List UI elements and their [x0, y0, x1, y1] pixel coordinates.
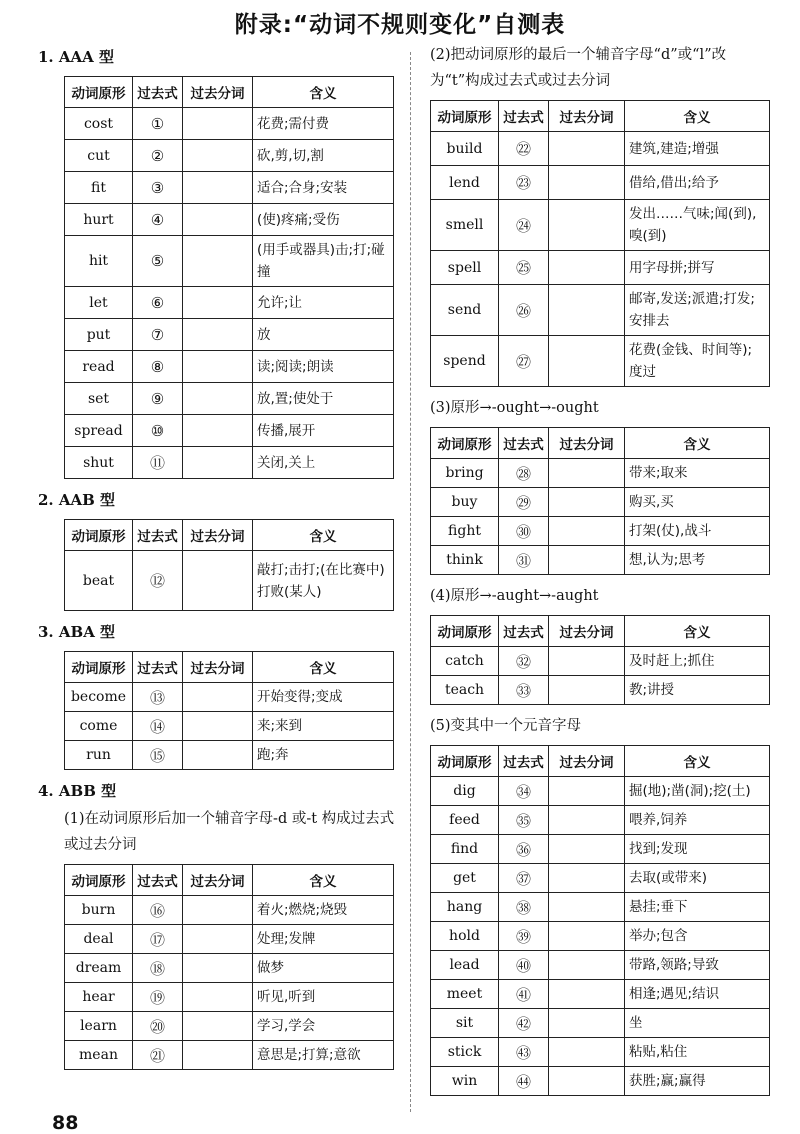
- base-form-cell: come: [65, 712, 133, 741]
- past-tense-blank[interactable]: ⑬: [133, 683, 183, 712]
- past-participle-blank[interactable]: [183, 172, 253, 204]
- table-row: [431, 546, 770, 575]
- meaning-cell: 听见,听到: [253, 983, 394, 1012]
- base-form-cell: beat: [65, 551, 133, 611]
- base-form-cell: spell: [431, 251, 499, 285]
- past-participle-blank[interactable]: [183, 1012, 253, 1041]
- meaning-cell: 去取(或带来): [625, 864, 770, 893]
- meaning-cell: 学习,学会: [253, 1012, 394, 1041]
- table-row: [431, 922, 770, 951]
- table-row: [65, 925, 394, 954]
- past-participle-blank[interactable]: [183, 204, 253, 236]
- past-tense-blank[interactable]: ⑫: [133, 551, 183, 611]
- base-form-cell: buy: [431, 488, 499, 517]
- base-form-cell: cut: [65, 140, 133, 172]
- table-row: [431, 200, 770, 251]
- past-tense-blank[interactable]: ⑧: [133, 351, 183, 383]
- past-tense-blank[interactable]: ㊱: [499, 835, 549, 864]
- past-participle-blank[interactable]: [183, 319, 253, 351]
- past-tense-blank[interactable]: ㉔: [499, 200, 549, 251]
- meaning-cell: 意思是;打算;意欲: [253, 1041, 394, 1070]
- past-participle-blank[interactable]: [549, 488, 625, 517]
- meaning-cell: 砍,剪,切,割: [253, 140, 394, 172]
- past-tense-blank[interactable]: ⑰: [133, 925, 183, 954]
- base-form-cell: spread: [65, 415, 133, 447]
- header-base-form: 动词原形: [431, 746, 499, 777]
- past-participle-blank[interactable]: [549, 336, 625, 387]
- past-tense-blank[interactable]: ㉖: [499, 285, 549, 336]
- past-participle-blank[interactable]: [183, 447, 253, 479]
- past-participle-blank[interactable]: [183, 140, 253, 172]
- base-form-cell: lend: [431, 166, 499, 200]
- meaning-cell: 粘贴,粘住: [625, 1038, 770, 1067]
- past-participle-blank[interactable]: [549, 922, 625, 951]
- meaning-cell: 着火;燃烧;烧毁: [253, 896, 394, 925]
- header-past-participle: 过去分词: [183, 652, 253, 683]
- meaning-cell: 处理;发牌: [253, 925, 394, 954]
- table-row: [431, 951, 770, 980]
- past-tense-blank[interactable]: ⑥: [133, 287, 183, 319]
- table-row: [431, 647, 770, 676]
- table-header-row: [431, 616, 770, 647]
- past-participle-blank[interactable]: [549, 1038, 625, 1067]
- header-meaning: 含义: [253, 520, 394, 551]
- table-row: [65, 896, 394, 925]
- meaning-cell: 借给,借出;给予: [625, 166, 770, 200]
- meaning-cell: (用手或器具)击;打;碰撞: [253, 236, 394, 287]
- header-meaning: 含义: [253, 865, 394, 896]
- table-row: [431, 517, 770, 546]
- past-tense-blank[interactable]: ㉒: [499, 132, 549, 166]
- table-row: [431, 835, 770, 864]
- table-row: [431, 166, 770, 200]
- table-row: [431, 893, 770, 922]
- meaning-cell: 花费(金钱、时间等);度过: [625, 336, 770, 387]
- past-participle-blank[interactable]: [183, 741, 253, 770]
- meaning-cell: 关闭,关上: [253, 447, 394, 479]
- past-tense-blank[interactable]: ⑱: [133, 954, 183, 983]
- past-participle-blank[interactable]: [549, 285, 625, 336]
- past-tense-blank[interactable]: ⑮: [133, 741, 183, 770]
- past-tense-blank[interactable]: ②: [133, 140, 183, 172]
- header-past-participle: 过去分词: [549, 428, 625, 459]
- table-row: [431, 1067, 770, 1096]
- meaning-cell: 掘(地);凿(洞);挖(土): [625, 777, 770, 806]
- meaning-cell: 悬挂;垂下: [625, 893, 770, 922]
- meaning-cell: 读;阅读;朗读: [253, 351, 394, 383]
- table-header-row: [65, 652, 394, 683]
- past-tense-blank[interactable]: ⑭: [133, 712, 183, 741]
- past-participle-blank[interactable]: [549, 251, 625, 285]
- meaning-cell: 邮寄,发送;派遣;打发;安排去: [625, 285, 770, 336]
- past-participle-blank[interactable]: [183, 712, 253, 741]
- subsection-heading-abb-4: (4)原形→-aught→-aught: [430, 588, 599, 604]
- past-participle-blank[interactable]: [183, 287, 253, 319]
- table-row: [65, 351, 394, 383]
- meaning-cell: 打架(仗),战斗: [625, 517, 770, 546]
- past-participle-blank[interactable]: [549, 647, 625, 676]
- past-tense-blank[interactable]: ㉚: [499, 517, 549, 546]
- header-past-participle: 过去分词: [549, 101, 625, 132]
- meaning-cell: 带路,领路;导致: [625, 951, 770, 980]
- table-row: [65, 741, 394, 770]
- base-form-cell: catch: [431, 647, 499, 676]
- base-form-cell: hear: [65, 983, 133, 1012]
- base-form-cell: dig: [431, 777, 499, 806]
- table-aba: [64, 651, 394, 770]
- past-tense-blank[interactable]: ㊶: [499, 980, 549, 1009]
- past-participle-blank[interactable]: [183, 236, 253, 287]
- meaning-cell: 及时赶上;抓住: [625, 647, 770, 676]
- base-form-cell: dream: [65, 954, 133, 983]
- table-row: [431, 1009, 770, 1038]
- header-past-tense: 过去式: [499, 746, 549, 777]
- past-tense-blank[interactable]: ④: [133, 204, 183, 236]
- subsection-heading-abb-1: (1)在动词原形后加一个辅音字母-d 或-t 构成过去式或过去分词: [64, 811, 395, 853]
- past-participle-blank[interactable]: [183, 925, 253, 954]
- table-row: [65, 954, 394, 983]
- table-header-row: [65, 865, 394, 896]
- table-row: [65, 204, 394, 236]
- base-form-cell: get: [431, 864, 499, 893]
- meaning-cell: 发出……气味;闻(到),嗅(到): [625, 200, 770, 251]
- base-form-cell: smell: [431, 200, 499, 251]
- page-number: 88: [52, 1112, 79, 1134]
- past-tense-blank[interactable]: ㊸: [499, 1038, 549, 1067]
- header-base-form: 动词原形: [65, 520, 133, 551]
- table-row: [431, 251, 770, 285]
- table-row: [65, 712, 394, 741]
- base-form-cell: teach: [431, 676, 499, 705]
- table-header-row: [65, 77, 394, 108]
- header-meaning: 含义: [625, 746, 770, 777]
- past-participle-blank[interactable]: [549, 1067, 625, 1096]
- column-divider: [410, 52, 411, 1112]
- header-past-participle: 过去分词: [549, 616, 625, 647]
- base-form-cell: fit: [65, 172, 133, 204]
- table-row: [431, 285, 770, 336]
- table-row: [65, 1041, 394, 1070]
- header-past-participle: 过去分词: [183, 865, 253, 896]
- past-participle-blank[interactable]: [549, 893, 625, 922]
- table-row: [431, 676, 770, 705]
- past-tense-blank[interactable]: ⑩: [133, 415, 183, 447]
- past-tense-blank[interactable]: ⑯: [133, 896, 183, 925]
- header-base-form: 动词原形: [431, 428, 499, 459]
- header-past-tense: 过去式: [133, 520, 183, 551]
- past-tense-blank[interactable]: ⑦: [133, 319, 183, 351]
- table-abb-5: [430, 745, 770, 1096]
- past-participle-blank[interactable]: [183, 983, 253, 1012]
- table-row: [65, 319, 394, 351]
- base-form-cell: hang: [431, 893, 499, 922]
- past-tense-blank[interactable]: ⑨: [133, 383, 183, 415]
- table-row: [431, 777, 770, 806]
- meaning-cell: 用字母拼;拼写: [625, 251, 770, 285]
- base-form-cell: run: [65, 741, 133, 770]
- meaning-cell: 举办;包含: [625, 922, 770, 951]
- header-past-participle: 过去分词: [183, 520, 253, 551]
- meaning-cell: 带来;取来: [625, 459, 770, 488]
- base-form-cell: become: [65, 683, 133, 712]
- table-row: [65, 983, 394, 1012]
- subsection-heading-abb-2: (2)把动词原形的最后一个辅音字母“d”或“l”改为“t”构成过去式或过去分词: [430, 47, 727, 89]
- header-past-tense: 过去式: [499, 616, 549, 647]
- meaning-cell: 开始变得;变成: [253, 683, 394, 712]
- past-tense-blank[interactable]: ㊷: [499, 1009, 549, 1038]
- past-participle-blank[interactable]: [549, 166, 625, 200]
- past-tense-blank[interactable]: ㉜: [499, 647, 549, 676]
- base-form-cell: stick: [431, 1038, 499, 1067]
- table-abb-1: [64, 864, 394, 1070]
- base-form-cell: hurt: [65, 204, 133, 236]
- base-form-cell: burn: [65, 896, 133, 925]
- base-form-cell: build: [431, 132, 499, 166]
- table-row: [65, 287, 394, 319]
- base-form-cell: meet: [431, 980, 499, 1009]
- past-participle-blank[interactable]: [549, 980, 625, 1009]
- meaning-cell: 获胜;赢;赢得: [625, 1067, 770, 1096]
- past-tense-blank[interactable]: ㊹: [499, 1067, 549, 1096]
- base-form-cell: lead: [431, 951, 499, 980]
- subsection-heading-abb-5: (5)变其中一个元音字母: [430, 718, 582, 734]
- header-meaning: 含义: [625, 616, 770, 647]
- base-form-cell: deal: [65, 925, 133, 954]
- base-form-cell: win: [431, 1067, 499, 1096]
- section-heading-abb: 4. ABB 型: [38, 782, 117, 800]
- right-column: [430, 40, 775, 1104]
- base-form-cell: bring: [431, 459, 499, 488]
- header-base-form: 动词原形: [65, 77, 133, 108]
- past-tense-blank[interactable]: ③: [133, 172, 183, 204]
- base-form-cell: find: [431, 835, 499, 864]
- header-meaning: 含义: [253, 77, 394, 108]
- base-form-cell: hit: [65, 236, 133, 287]
- past-participle-blank[interactable]: [549, 835, 625, 864]
- meaning-cell: 建筑,建造;增强: [625, 132, 770, 166]
- header-meaning: 含义: [625, 101, 770, 132]
- meaning-cell: 花费;需付费: [253, 108, 394, 140]
- meaning-cell: 传播,展开: [253, 415, 394, 447]
- base-form-cell: put: [65, 319, 133, 351]
- header-base-form: 动词原形: [65, 652, 133, 683]
- header-past-tense: 过去式: [499, 101, 549, 132]
- past-tense-blank[interactable]: ㉘: [499, 459, 549, 488]
- table-aab: [64, 519, 394, 611]
- base-form-cell: read: [65, 351, 133, 383]
- past-participle-blank[interactable]: [183, 683, 253, 712]
- past-participle-blank[interactable]: [549, 1009, 625, 1038]
- past-tense-blank[interactable]: ㉕: [499, 251, 549, 285]
- base-form-cell: shut: [65, 447, 133, 479]
- header-past-tense: 过去式: [133, 652, 183, 683]
- page-title: 附录:“动词不规则变化”自测表: [234, 12, 566, 38]
- meaning-cell: 教;讲授: [625, 676, 770, 705]
- past-participle-blank[interactable]: [549, 676, 625, 705]
- table-abb-3: [430, 427, 770, 575]
- past-tense-blank[interactable]: ㊲: [499, 864, 549, 893]
- base-form-cell: send: [431, 285, 499, 336]
- section-heading-aaa: 1. AAA 型: [38, 48, 115, 66]
- past-tense-blank[interactable]: ㊴: [499, 922, 549, 951]
- past-participle-blank[interactable]: [183, 108, 253, 140]
- past-participle-blank[interactable]: [549, 951, 625, 980]
- meaning-cell: 放,置;使处于: [253, 383, 394, 415]
- past-participle-blank[interactable]: [549, 806, 625, 835]
- meaning-cell: 跑;奔: [253, 741, 394, 770]
- meaning-cell: 购买,买: [625, 488, 770, 517]
- table-row: [65, 447, 394, 479]
- meaning-cell: 适合;合身;安装: [253, 172, 394, 204]
- table-row: [65, 236, 394, 287]
- past-tense-blank[interactable]: ㊳: [499, 893, 549, 922]
- past-participle-blank[interactable]: [549, 132, 625, 166]
- past-tense-blank[interactable]: ㉞: [499, 777, 549, 806]
- table-row: [431, 980, 770, 1009]
- header-past-tense: 过去式: [133, 77, 183, 108]
- past-tense-blank[interactable]: ⑪: [133, 447, 183, 479]
- table-row: [65, 1012, 394, 1041]
- table-aaa: [64, 76, 394, 479]
- past-tense-blank[interactable]: ㊵: [499, 951, 549, 980]
- past-tense-blank[interactable]: ㉛: [499, 546, 549, 575]
- table-row: [431, 132, 770, 166]
- meaning-cell: 想,认为;思考: [625, 546, 770, 575]
- base-form-cell: set: [65, 383, 133, 415]
- past-participle-blank[interactable]: [549, 459, 625, 488]
- meaning-cell: 做梦: [253, 954, 394, 983]
- table-row: [65, 172, 394, 204]
- table-row: [431, 806, 770, 835]
- past-tense-blank[interactable]: ㉑: [133, 1041, 183, 1070]
- past-tense-blank[interactable]: ⑳: [133, 1012, 183, 1041]
- past-participle-blank[interactable]: [183, 954, 253, 983]
- table-abb-4: [430, 615, 770, 705]
- meaning-cell: 允许;让: [253, 287, 394, 319]
- header-past-participle: 过去分词: [183, 77, 253, 108]
- table-row: [431, 459, 770, 488]
- table-row: [65, 383, 394, 415]
- header-base-form: 动词原形: [431, 616, 499, 647]
- table-header-row: [431, 428, 770, 459]
- meaning-cell: 放: [253, 319, 394, 351]
- meaning-cell: 相逢;遇见;结识: [625, 980, 770, 1009]
- past-tense-blank[interactable]: ㉗: [499, 336, 549, 387]
- past-tense-blank[interactable]: ①: [133, 108, 183, 140]
- table-row: [431, 864, 770, 893]
- table-abb-2: [430, 100, 770, 387]
- base-form-cell: mean: [65, 1041, 133, 1070]
- section-heading-aba: 3. ABA 型: [38, 623, 116, 641]
- table-row: [431, 488, 770, 517]
- header-meaning: 含义: [625, 428, 770, 459]
- header-base-form: 动词原形: [431, 101, 499, 132]
- past-participle-blank[interactable]: [549, 546, 625, 575]
- meaning-cell: 敲打;击打;(在比赛中)打败(某人): [253, 551, 394, 611]
- base-form-cell: let: [65, 287, 133, 319]
- base-form-cell: spend: [431, 336, 499, 387]
- header-past-participle: 过去分词: [549, 746, 625, 777]
- past-tense-blank[interactable]: ⑲: [133, 983, 183, 1012]
- table-row: [431, 1038, 770, 1067]
- past-participle-blank[interactable]: [549, 864, 625, 893]
- base-form-cell: cost: [65, 108, 133, 140]
- header-past-tense: 过去式: [133, 865, 183, 896]
- meaning-cell: 来;来到: [253, 712, 394, 741]
- table-row: [65, 415, 394, 447]
- section-heading-aab: 2. AAB 型: [38, 491, 116, 509]
- base-form-cell: fight: [431, 517, 499, 546]
- past-participle-blank[interactable]: [183, 1041, 253, 1070]
- past-participle-blank[interactable]: [549, 200, 625, 251]
- table-row: [431, 336, 770, 387]
- table-header-row: [65, 520, 394, 551]
- meaning-cell: 坐: [625, 1009, 770, 1038]
- meaning-cell: 喂养,饲养: [625, 806, 770, 835]
- past-participle-blank[interactable]: [183, 351, 253, 383]
- past-participle-blank[interactable]: [183, 551, 253, 611]
- base-form-cell: feed: [431, 806, 499, 835]
- past-tense-blank[interactable]: ㉙: [499, 488, 549, 517]
- past-participle-blank[interactable]: [183, 383, 253, 415]
- past-tense-blank[interactable]: ㉝: [499, 676, 549, 705]
- table-row: [65, 140, 394, 172]
- header-meaning: 含义: [253, 652, 394, 683]
- table-header-row: [431, 746, 770, 777]
- header-base-form: 动词原形: [65, 865, 133, 896]
- meaning-cell: (使)疼痛;受伤: [253, 204, 394, 236]
- past-tense-blank[interactable]: ⑤: [133, 236, 183, 287]
- past-participle-blank[interactable]: [549, 517, 625, 546]
- left-column: [38, 40, 396, 1078]
- header-past-tense: 过去式: [499, 428, 549, 459]
- base-form-cell: learn: [65, 1012, 133, 1041]
- base-form-cell: hold: [431, 922, 499, 951]
- table-row: [65, 683, 394, 712]
- table-row: [65, 108, 394, 140]
- meaning-cell: 找到;发现: [625, 835, 770, 864]
- base-form-cell: think: [431, 546, 499, 575]
- table-row: [65, 551, 394, 611]
- past-tense-blank[interactable]: ㉓: [499, 166, 549, 200]
- past-tense-blank[interactable]: ㉟: [499, 806, 549, 835]
- past-participle-blank[interactable]: [183, 415, 253, 447]
- past-participle-blank[interactable]: [549, 777, 625, 806]
- subsection-heading-abb-3: (3)原形→-ought→-ought: [430, 400, 599, 416]
- table-header-row: [431, 101, 770, 132]
- past-participle-blank[interactable]: [183, 896, 253, 925]
- base-form-cell: sit: [431, 1009, 499, 1038]
